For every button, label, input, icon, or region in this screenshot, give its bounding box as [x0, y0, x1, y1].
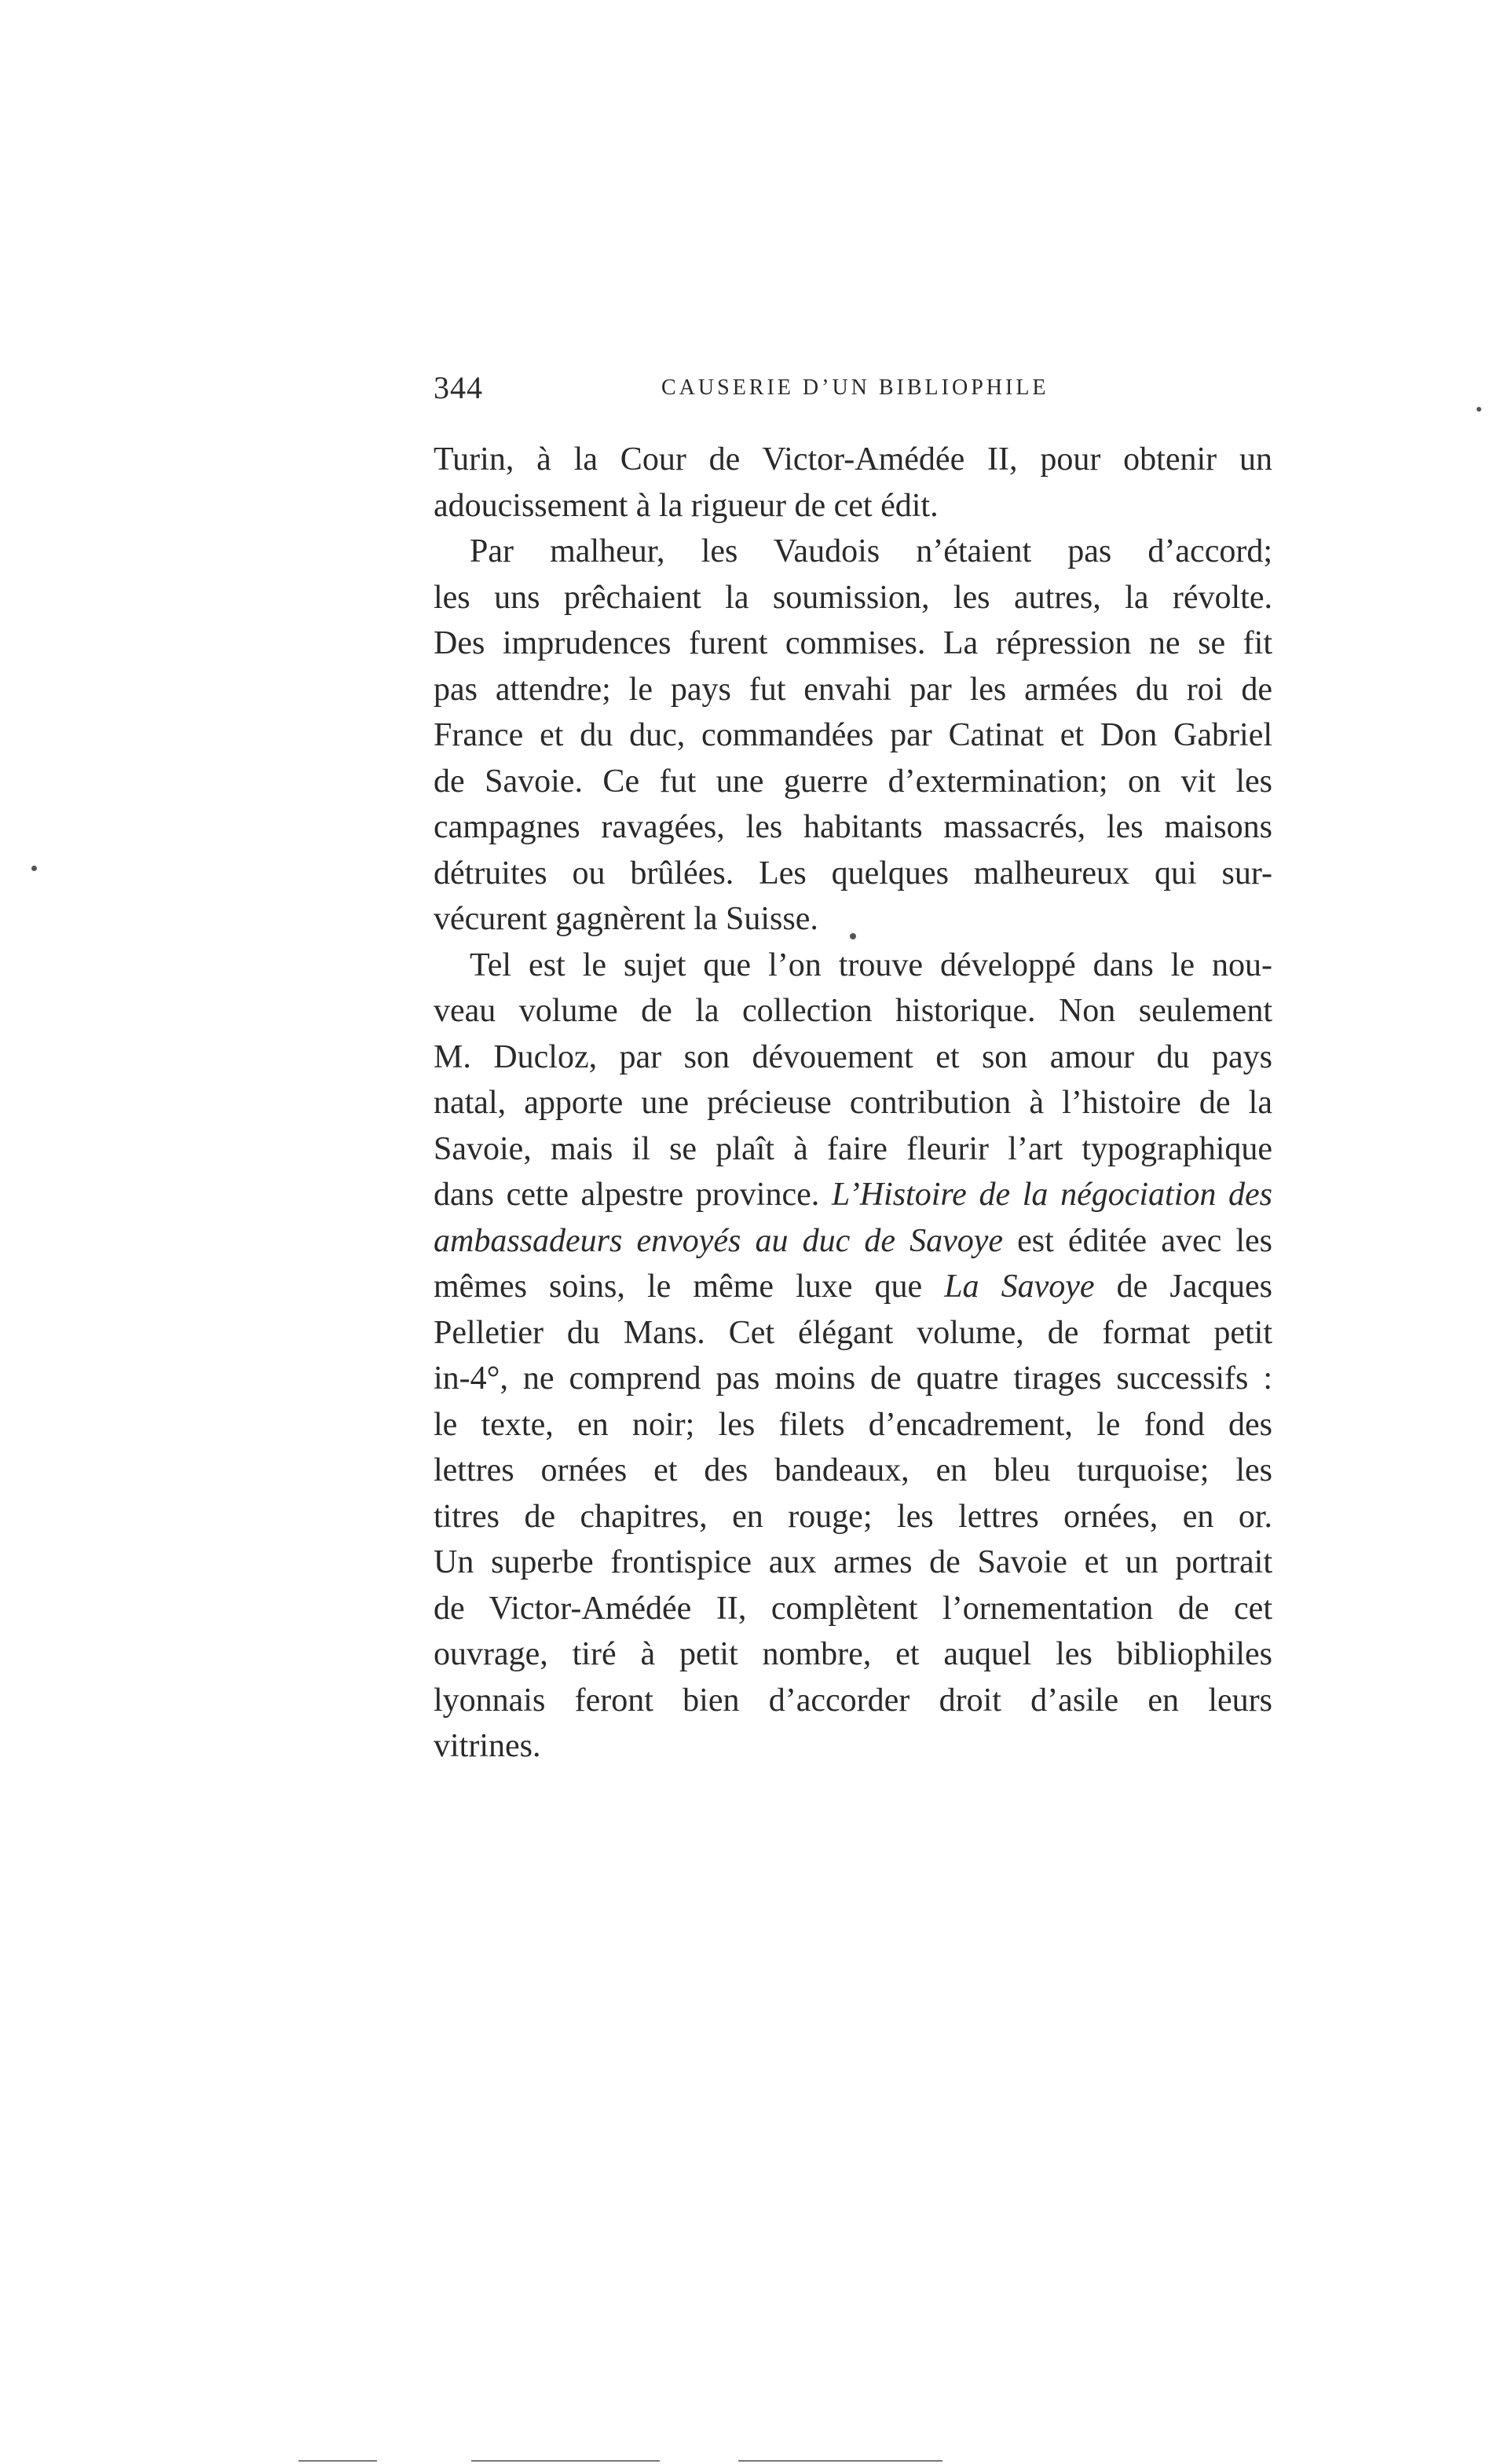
text-line: le texte, en noir; les filets d’encadrement, le fond des — [434, 1406, 1272, 1443]
text-line: titres de chapitres, en rouge; les lettres ornées, en or. — [434, 1498, 1272, 1535]
text-line — [434, 1264, 1272, 1310]
text-line: de Savoie. Ce fut une guerre d’extermination; on vit les — [434, 763, 1272, 800]
scan-rule — [471, 2460, 660, 2462]
text-line: France et du duc, commandées par Catinat et Don Gabriel — [434, 717, 1272, 753]
text-line: Pelletier du Mans. Cet élégant volume, de format petit — [434, 1314, 1272, 1351]
text-line: pas attendre; le pays fut envahi par les armées du roi de — [434, 671, 1272, 708]
text-line: veau volume de la collection historique. Non seulement — [434, 993, 1272, 1029]
text-line: les uns prêchaient la soumission, les autres, la révolte. — [434, 579, 1272, 616]
text-line: vitrines. — [434, 1728, 541, 1764]
running-title: CAUSERIE D’UN BIBLIOPHILE — [661, 375, 1049, 400]
scan-speck — [31, 866, 37, 871]
text-line: campagnes ravagées, les habitants massacrés, les maisons — [434, 809, 1272, 845]
text-line: Tel est le sujet que l’on trouve développé dans le nou- — [470, 946, 1272, 983]
scan-rule — [738, 2460, 942, 2462]
text-run: mêmes soins, le même luxe que — [434, 1269, 945, 1305]
text-line: vécurent gagnèrent la Suisse. — [434, 901, 818, 937]
text-line: lettres ornées et des bandeaux, en bleu turquoise; les — [434, 1452, 1272, 1488]
text-line: natal, apporte une précieuse contribution à l’histoire de la — [434, 1085, 1272, 1121]
text-line: ouvrage, tiré à petit nombre, et auquel les bibliophiles — [434, 1636, 1272, 1672]
text-line: Un superbe frontispice aux armes de Savoie et un portrait — [434, 1544, 1272, 1580]
book-title: ambassadeurs envoyés au duc de Savoye — [434, 1222, 1004, 1259]
text-line: Turin, à la Cour de Victor-Amédée II, pour obtenir un — [434, 441, 1272, 478]
text-run: dans cette alpestre province. — [434, 1177, 832, 1213]
text-run: de Jacques — [1094, 1269, 1272, 1305]
text-line: Des imprudences furent commises. La répression ne se fit — [434, 625, 1272, 661]
book-title: L’Histoire de la négociation des — [831, 1177, 1273, 1213]
text-line: de Victor-Amédée II, complètent l’ornementation de cet — [434, 1590, 1272, 1627]
text-line — [434, 1172, 1272, 1218]
text-line: détruites ou brûlées. Les quelques malheureux qui sur- — [434, 855, 1272, 892]
book-title: La Savoye — [944, 1269, 1095, 1305]
text-run: est éditée avec les — [1003, 1222, 1272, 1259]
text-line: Par malheur, les Vaudois n’étaient pas d’accord; — [470, 533, 1272, 569]
body-text — [434, 437, 1272, 1770]
text-line: adoucissement à la rigueur de cet édit. — [434, 487, 939, 524]
scan-rule — [298, 2460, 377, 2462]
text-line: in-4°, ne comprend pas moins de quatre tirages successifs : — [434, 1360, 1272, 1397]
text-line: Savoie, mais il se plaît à faire fleurir l’art typographique — [434, 1130, 1272, 1167]
text-line: lyonnais feront bien d’accorder droit d’asile en leurs — [434, 1682, 1272, 1719]
scan-speck — [850, 933, 856, 939]
scan-speck — [1477, 407, 1481, 412]
page-number: 344 — [434, 370, 483, 405]
text-line — [434, 1218, 1272, 1265]
page-header — [434, 369, 1272, 416]
text-line: M. Ducloz, par son dévouement et son amour du pays — [434, 1038, 1272, 1075]
